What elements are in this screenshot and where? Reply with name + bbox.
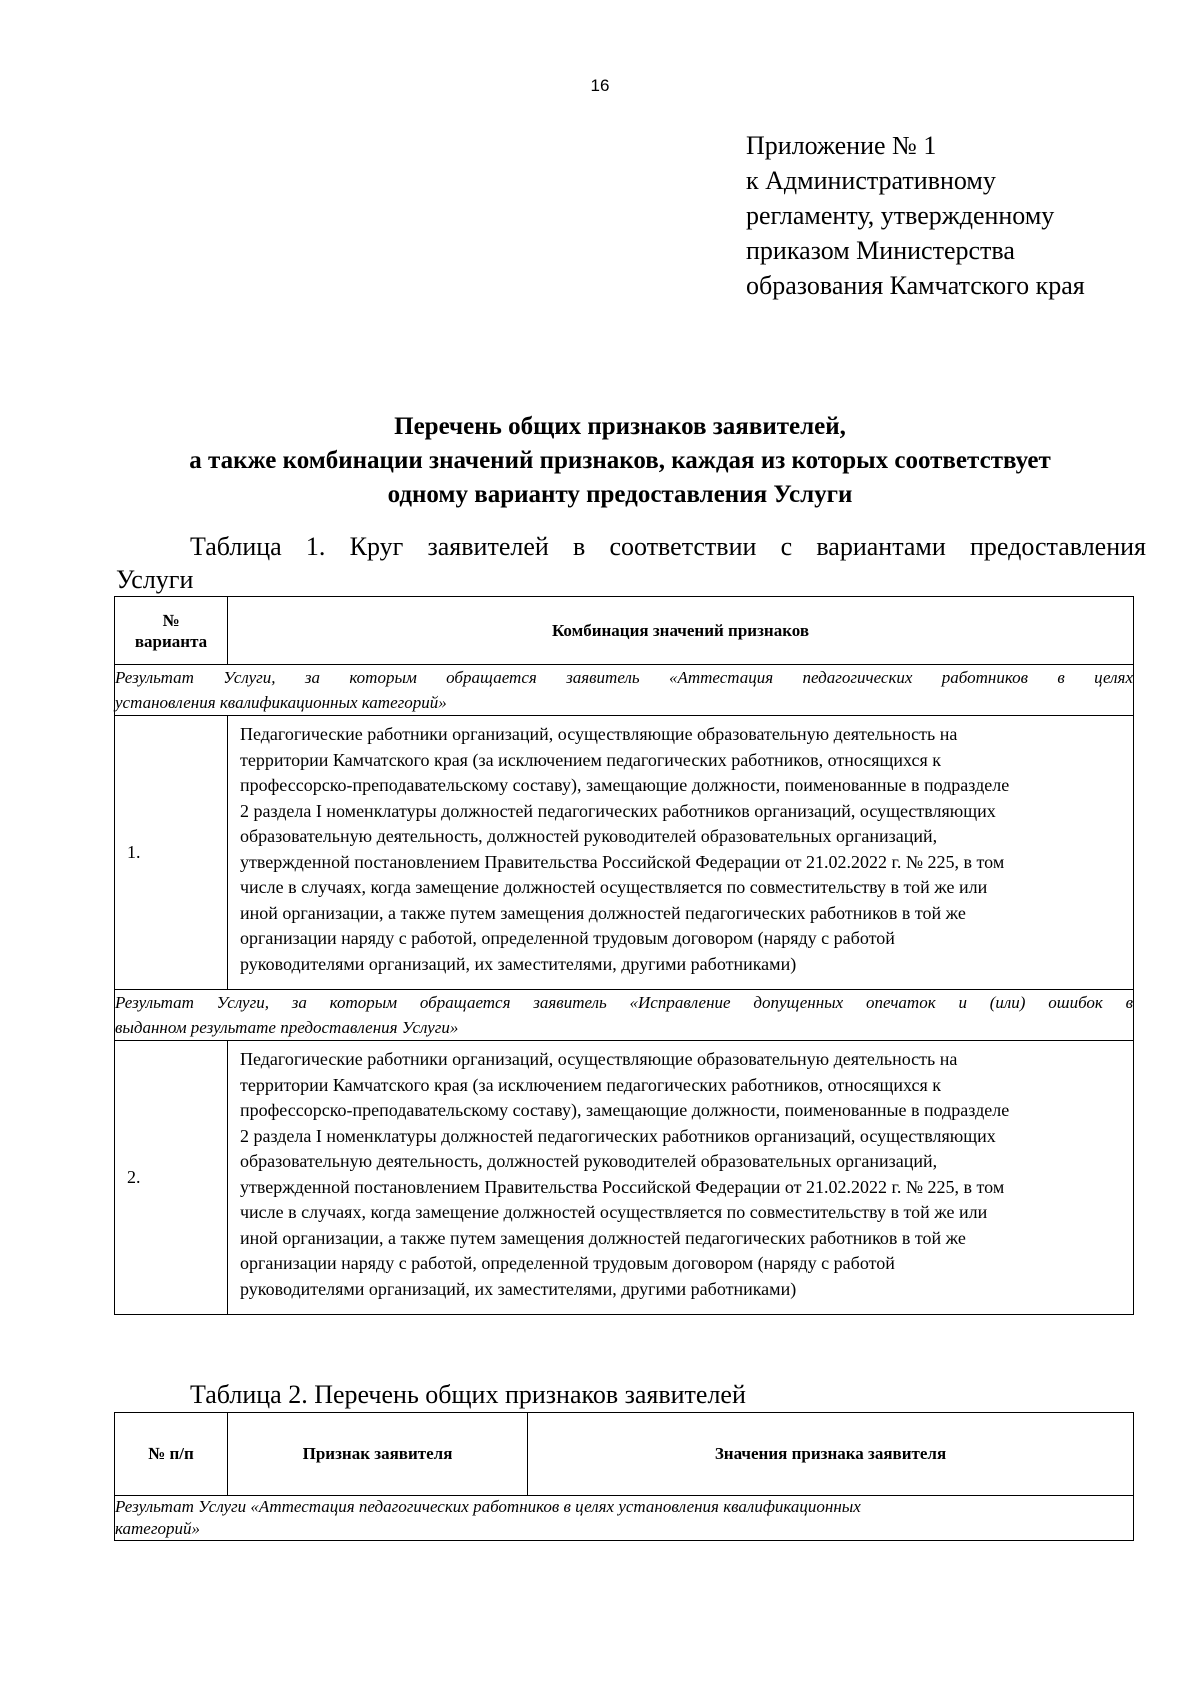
- result-section-row: [115, 665, 1134, 716]
- description-line: организации наряду с работой, определенной трудовым договором (наряду с работой: [240, 928, 895, 948]
- table1-caption-line: Таблица 1. Круг заявителей в соответствии с вариантами предоставления: [190, 532, 1146, 561]
- page-number: 16: [590, 76, 610, 95]
- description-line: руководителями организаций, их заместителями, другими работниками): [240, 1278, 797, 1299]
- result-line: выданном результате предоставления Услуги»: [115, 1018, 459, 1037]
- result-section-row: [115, 990, 1134, 1041]
- description-line: 2 раздела I номенклатуры должностей педагогических работников организаций, осуществляющих: [240, 800, 996, 821]
- table-row: [115, 1041, 1134, 1315]
- description-line: 2 раздела I номенклатуры должностей педагогических работников организаций, осуществляющих: [240, 1125, 996, 1146]
- header-feature-values: Значения признака заявителя: [528, 1413, 1134, 1496]
- description-line: утвержденной постановлением Правительства Российской Федерации от 21.02.2022 г. № 225, в том: [240, 1176, 1005, 1197]
- result-line: установления квалификационных категорий»: [115, 693, 447, 712]
- document-title: [100, 410, 1140, 512]
- description-line: руководителями организаций, их заместителями, другими работниками): [240, 953, 797, 974]
- result-section-text: [115, 990, 1134, 1041]
- appendix-line: к Административному: [746, 166, 996, 195]
- description-line: иной организации, а также путем замещения должностей педагогических работников в той же: [240, 1227, 966, 1248]
- description-line: числе в случаях, когда замещение должностей осуществляется по совместительству в той же или: [240, 1202, 988, 1222]
- description-line: территории Камчатского края (за исключением педагогических работников, относящихся к: [240, 1074, 942, 1095]
- result-section-row: [115, 1496, 1134, 1541]
- description-line: Педагогические работники организаций, осуществляющие образовательную деятельность на: [240, 724, 958, 744]
- variant-description: [228, 716, 1134, 990]
- header-text: варианта: [134, 631, 208, 651]
- header-combination: Комбинация значений признаков: [228, 597, 1134, 665]
- result-section-text: [115, 1496, 1134, 1541]
- description-line: иной организации, а также путем замещения должностей педагогических работников в той же: [240, 902, 966, 923]
- appendix-line: приказом Министерства: [746, 236, 1015, 265]
- applicant-features-table: [114, 1412, 1134, 1541]
- table-header-row: [115, 1413, 1134, 1496]
- variant-number: 1.: [115, 716, 228, 990]
- result-section-text: [115, 665, 1134, 716]
- appendix-line: образования Камчатского края: [746, 271, 1085, 300]
- description-line: организации наряду с работой, определенной трудовым договором (наряду с работой: [240, 1253, 895, 1273]
- appendix-note: [746, 128, 1166, 303]
- appendix-line: регламенту, утвержденному: [746, 201, 1055, 230]
- title-line: Перечень общих признаков заявителей,: [394, 413, 846, 440]
- result-line: Результат Услуги, за которым обращается заявитель «Исправление допущенных опечаток и (или) ошибок в: [115, 993, 1133, 1012]
- variant-number: 2.: [115, 1041, 228, 1315]
- description-line: территории Камчатского края (за исключением педагогических работников, относящихся к: [240, 749, 942, 770]
- table1-caption: [116, 530, 1146, 596]
- title-line: одному варианту предоставления Услуги: [387, 481, 853, 508]
- description-line: Педагогические работники организаций, осуществляющие образовательную деятельность на: [240, 1049, 958, 1069]
- applicants-variants-table: [114, 596, 1134, 1315]
- table2-caption: Таблица 2. Перечень общих признаков заявителей: [190, 1380, 746, 1409]
- result-line: Результат Услуги «Аттестация педагогических работников в целях установления квалификационных: [115, 1497, 861, 1516]
- header-feature: Признак заявителя: [228, 1413, 528, 1496]
- description-line: образовательную деятельность, должностей руководителей образовательных организаций,: [240, 826, 938, 846]
- description-line: числе в случаях, когда замещение должностей осуществляется по совместительству в той же или: [240, 877, 988, 897]
- description-line: образовательную деятельность, должностей руководителей образовательных организаций,: [240, 1151, 938, 1171]
- table-row: [115, 716, 1134, 990]
- result-line: Результат Услуги, за которым обращается заявитель «Аттестация педагогических работников в целях: [115, 668, 1133, 687]
- description-line: профессорско-преподавательскому составу), замещающие должности, поименованные в подразделе: [240, 1100, 1010, 1120]
- table1-caption-line: Услуги: [116, 565, 194, 594]
- appendix-line: Приложение № 1: [746, 131, 937, 160]
- header-text: №: [162, 610, 180, 630]
- header-row-number: № п/п: [115, 1413, 228, 1496]
- description-line: профессорско-преподавательскому составу), замещающие должности, поименованные в подразделе: [240, 775, 1010, 795]
- header-variant-number: [115, 597, 228, 665]
- variant-description: [228, 1041, 1134, 1315]
- description-line: утвержденной постановлением Правительства Российской Федерации от 21.02.2022 г. № 225, в том: [240, 851, 1005, 872]
- title-line: а также комбинации значений признаков, каждая из которых соответствует: [189, 447, 1051, 474]
- table-header-row: [115, 597, 1134, 665]
- result-line: категорий»: [115, 1519, 200, 1538]
